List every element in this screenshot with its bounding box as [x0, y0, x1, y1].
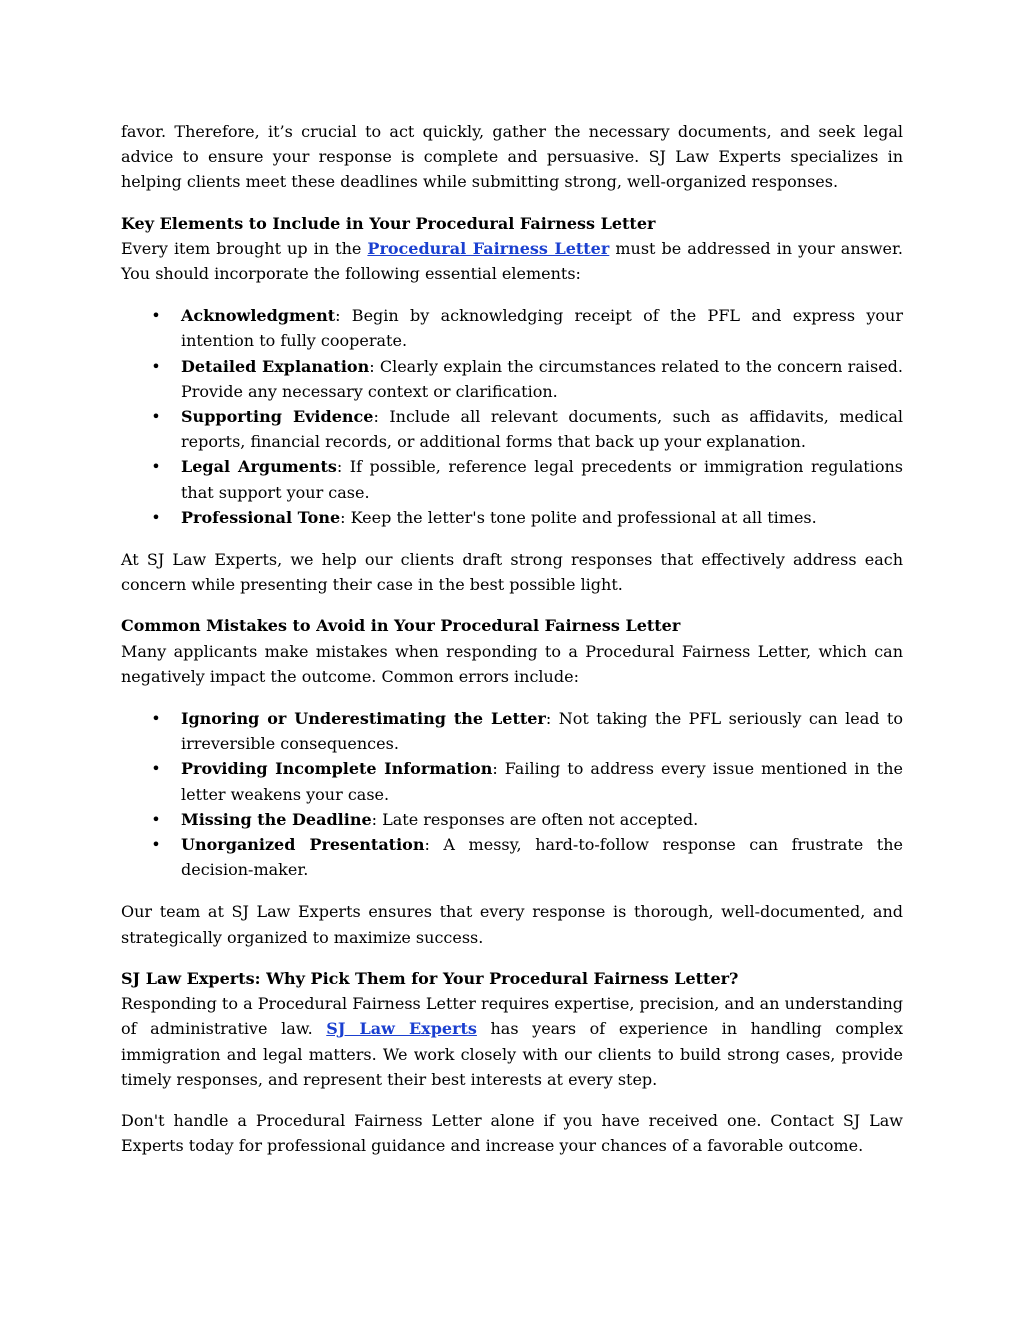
list-item: [121, 454, 903, 504]
list-item: [121, 807, 903, 832]
bullet-icon: •: [151, 457, 161, 477]
bullet-icon: •: [151, 759, 161, 779]
list-item-term: Supporting Evidence: [181, 407, 374, 427]
bullet-icon: •: [151, 407, 161, 427]
key-elements-list: [121, 303, 903, 530]
why-pick-paragraph: [121, 991, 903, 1092]
list-item: [121, 303, 903, 353]
closing-paragraph: Don't handle a Procedural Fairness Letter alone if you have received one. Contact SJ Law Experts today for professional guidance and increase your chances of a favorable outcome.: [121, 1110, 903, 1156]
list-item-term: Detailed Explanation: [181, 356, 370, 376]
list-item-term: Acknowledgment: [181, 306, 336, 326]
list-item-description: : Failing to address every issue mentioned in the letter weakens your case.: [181, 759, 903, 804]
intro-paragraph: favor. Therefore, it’s crucial to act quickly, gather the necessary documents, and seek legal advice to ensure your response is complete and persuasive. SJ Law Experts specializes in helping clients meet these deadlines while submitting strong, well-organized responses.: [121, 122, 903, 192]
why-pick-text-start: Responding to a Procedural Fairness Letter requires expertise, precision, and an understanding of administrative law.: [121, 994, 903, 1039]
procedural-fairness-letter-link[interactable]: Procedural Fairness Letter: [367, 238, 610, 258]
section-key-elements-intro: [121, 236, 903, 286]
list-item-description: : If possible, reference legal precedents or immigration regulations that support your case.: [181, 457, 904, 502]
bullet-icon: •: [151, 709, 161, 729]
list-item: [121, 832, 903, 882]
bullet-icon: •: [151, 507, 161, 527]
list-item-description: : A messy, hard-to-follow response can frustrate the decision-maker.: [181, 835, 904, 880]
list-item-term: Ignoring or Underestimating the Letter: [181, 709, 546, 729]
list-item: [121, 706, 903, 756]
bullet-icon: •: [151, 809, 161, 829]
list-item-term: Providing Incomplete Information: [181, 759, 493, 779]
intro-text-end: must be addressed in your answer. You should incorporate the following essential elements:: [121, 238, 903, 284]
list-item-term: Missing the Deadline: [181, 809, 372, 829]
list-item-description: : Not taking the PFL seriously can lead to irreversible consequences.: [181, 709, 903, 754]
why-pick-text-end: has years of experience in handling complex immigration and legal matters. We work closely with our clients to build strong cases, provide timely responses, and represent their best interests at every step.: [121, 1019, 904, 1089]
document-body: [121, 119, 903, 1158]
list-item-description: : Late responses are often not accepted.: [371, 809, 699, 829]
common-mistakes-list: [121, 706, 903, 882]
list-item-term: Unorganized Presentation: [181, 835, 425, 855]
list-item: [121, 354, 903, 404]
section-heading-key-elements: Key Elements to Include in Your Procedural Fairness Letter: [121, 213, 656, 233]
key-elements-closing: At SJ Law Experts, we help our clients draft strong responses that effectively address each concern while presenting their case in the best possible light.: [121, 550, 903, 595]
list-item-description: : Keep the letter's tone polite and professional at all times.: [340, 507, 817, 527]
list-item-term: Legal Arguments: [181, 457, 337, 477]
intro-text-start: Every item brought up in the: [121, 238, 368, 258]
list-item: [121, 505, 903, 530]
common-mistakes-intro: Many applicants make mistakes when responding to a Procedural Fairness Letter, which can negatively impact the outcome. Common errors include:: [121, 641, 903, 686]
list-item-description: : Clearly explain the circumstances related to the concern raised. Provide any necessary context or clarification.: [181, 356, 903, 401]
common-mistakes-closing: Our team at SJ Law Experts ensures that every response is thorough, well-documented, and strategically organized to maximize success.: [121, 902, 903, 947]
bullet-icon: •: [151, 306, 161, 326]
sj-law-experts-link[interactable]: SJ Law Experts: [326, 1019, 477, 1039]
bullet-icon: •: [151, 835, 161, 855]
bullet-icon: •: [151, 356, 161, 376]
list-item: [121, 404, 903, 454]
list-item-description: : Include all relevant documents, such as affidavits, medical reports, financial records, or additional forms that back up your explanation.: [181, 407, 904, 452]
list-item-description: : Begin by acknowledging receipt of the PFL and express your intention to fully cooperate.: [181, 306, 903, 351]
list-item: [121, 756, 903, 806]
section-heading-why-pick: SJ Law Experts: Why Pick Them for Your Procedural Fairness Letter?: [121, 968, 739, 988]
section-heading-common-mistakes: Common Mistakes to Avoid in Your Procedural Fairness Letter: [121, 616, 681, 636]
list-item-term: Professional Tone: [181, 507, 341, 527]
